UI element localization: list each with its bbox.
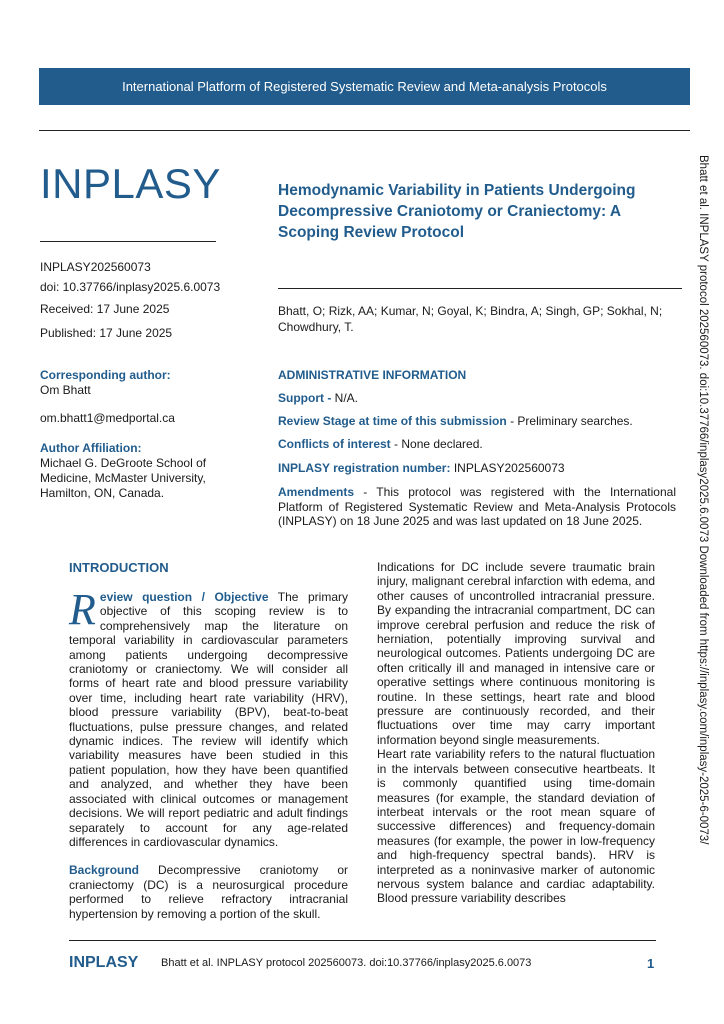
author-affiliation [40, 441, 230, 501]
intro-heading: INTRODUCTION [69, 560, 169, 575]
reg-label: INPLASY registration number: [278, 461, 451, 475]
affiliation-label: Author Affiliation: [40, 441, 142, 455]
affiliation-text: Michael G. DeGroote School of Medicine, McMaster University, Hamilton, ON, Canada. [40, 456, 207, 500]
admin-amendments [278, 485, 676, 529]
bg-label: Background [69, 863, 140, 878]
drop-cap: R [69, 585, 96, 634]
corresponding-author [40, 368, 230, 398]
inplasy-logo: INPLASY [40, 160, 221, 207]
footer-divider [69, 940, 656, 941]
article-title: Hemodynamic Variability in Patients Undergoing Decompressive Craniotomy or Craniectomy: A Scoping Review Protocol [278, 182, 636, 241]
admin-support [278, 391, 676, 406]
admin-stage [278, 414, 676, 429]
journal-banner [39, 68, 690, 105]
corresponding-name: Om Bhatt [40, 383, 91, 397]
support-value: N/A. [331, 391, 358, 405]
amend-label: Amendments [278, 485, 355, 499]
stage-label: Review Stage at time of this submission [278, 414, 507, 428]
author-email[interactable]: om.bhatt1@medportal.ca [40, 411, 175, 425]
published-date: Published: 17 June 2025 [40, 326, 173, 340]
rq-text: The primary objective of this scoping review is to comprehensively map the literature on temporal variability in cardiovascular parameters among patients undergoing decompressive craniotomy or craniectomy. We will consider all forms of heart rate and blood pressure variability over time, including heart rate variability (HRV), blood pressure variability (BPV), beat-to-beat fluctuations, pulse pressure changes, and related dynamic indices. The review will identify which variability measures have been studied in this patient population, how they have been quantified and analyzed, and whether they have been associated with clinical outcomes or management decisions. We will report pediatric and adult findings separately to account for any age-related differences in cardiovascular dynamics. [69, 590, 348, 849]
logo-divider [40, 241, 216, 242]
inplasy-id: INPLASY202560073 [40, 260, 151, 274]
rq-label: eview question / Objective [99, 590, 269, 604]
reg-value: INPLASY202560073 [450, 461, 565, 475]
received-date: Received: 17 June 2025 [40, 302, 170, 316]
coi-label: Conflicts of interest [278, 437, 391, 451]
side-download-notice: Bhatt et al. INPLASY protocol 202560073. doi:10.37766/inplasy2025.6.0073 Downloaded from https://inplasy.com/inplasy-2025-6-0073/ [697, 155, 709, 845]
right-column [377, 560, 655, 906]
title-divider [278, 288, 682, 289]
author-list: Bhatt, O; Rizk, AA; Kumar, N; Goyal, K; Bindra, A; Singh, GP; Sokhal, N; Chowdhury, T. [278, 304, 663, 334]
left-column [69, 585, 348, 921]
support-label: Support - [278, 391, 332, 405]
right-paragraph-2: Heart rate variability refers to the natural fluctuation in the intervals between consecutive heartbeats. It is commonly quantified using time-domain measures (for example, the standard deviation of interbeat intervals or the root mean square of successive differences) and frequency-domain measures (for example, the power in low-frequency and high-frequency spectral bands). HRV is interpreted as a noninvasive marker of autonomic nervous system balance and cardiac adaptability. Blood pressure variability describes [377, 747, 655, 906]
footer-logo: INPLASY [69, 954, 139, 971]
right-paragraph-1: Indications for DC include severe traumatic brain injury, malignant cerebral infarction with edema, and other causes of uncontrolled intracranial pressure. By expanding the intracranial compartment, DC can improve cerebral perfusion and reduce the risk of herniation, potentially improving survival and neurological outcomes. Patients undergoing DC are often critically ill and managed in intensive care or operative settings where continuous monitoring is routine. In these settings, heart rate and blood pressure are continuously recorded, and their fluctuations over time may carry important information beyond single measurements. [377, 560, 655, 747]
admin-registration [278, 461, 676, 476]
review-question-paragraph [69, 585, 348, 849]
bg-text: Decompressive craniotomy or craniectomy (DC) is a neurosurgical procedure performed to relieve refractory intracranial hypertension by removing a portion of the skull. [69, 863, 348, 921]
stage-value: - Preliminary searches. [506, 414, 633, 428]
admin-heading: ADMINISTRATIVE INFORMATION [278, 368, 467, 382]
corresponding-label: Corresponding author: [40, 368, 171, 382]
top-divider [39, 130, 690, 131]
coi-value: - None declared. [390, 437, 483, 451]
background-paragraph [69, 863, 348, 921]
amend-value: - This protocol was registered with the International Platform of Registered Systematic Review and Meta-Analysis Protocols (INPLASY) on 18 June 2025 and was last updated on 18 June 2025. [278, 485, 676, 528]
page-number: 1 [647, 956, 655, 971]
admin-conflicts [278, 437, 676, 452]
banner-text: International Platform of Registered Systematic Review and Meta-analysis Protocols [122, 79, 607, 94]
doi-link[interactable]: doi: 10.37766/inplasy2025.6.0073 [40, 280, 221, 294]
footer-citation: Bhatt et al. INPLASY protocol 202560073. doi:10.37766/inplasy2025.6.0073 [161, 957, 532, 969]
